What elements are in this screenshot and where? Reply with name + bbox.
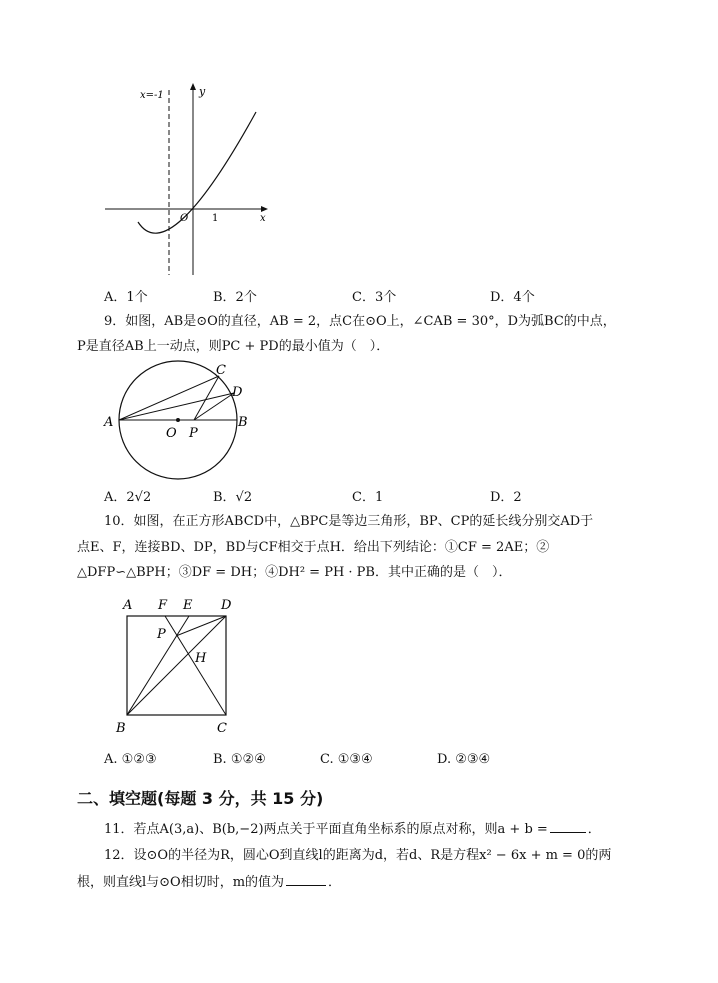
q12-answer-blank[interactable] (286, 871, 326, 886)
q9-options (0, 486, 718, 506)
label-b: B (238, 415, 248, 430)
x-axis-arrow (261, 206, 268, 212)
circle-figure (98, 358, 258, 482)
label-p: P (189, 426, 198, 441)
q11-answer-blank[interactable] (550, 818, 586, 833)
q12-end: ． (328, 875, 342, 890)
q9-option-b[interactable]: B．√2 (213, 490, 253, 505)
q10-option-c[interactable]: C. ①③④ (320, 752, 373, 767)
segment-pd (194, 393, 234, 420)
q10-option-a[interactable]: A. ①②③ (104, 752, 157, 767)
q10-option-d[interactable]: D. ②③④ (437, 752, 491, 767)
label-o: O (166, 426, 177, 441)
q8-option-b[interactable]: B．2个 (213, 290, 257, 305)
q9-option-c[interactable]: C．1 (352, 490, 384, 505)
label-h: H (195, 651, 207, 666)
q8-option-a[interactable]: A．1个 (104, 290, 148, 305)
q8-options (0, 286, 718, 306)
label-f: F (158, 598, 168, 613)
q12-text: 根，则直线l与⊙O相切时，m的值为 (77, 875, 285, 890)
label-d: D (221, 598, 232, 613)
q10-line-3: △DFP∽△BPH；③DF = DH；④DH² = PH · PB．其中正确的是（ ）． (77, 565, 512, 580)
label-one: 1 (212, 213, 219, 224)
q9-option-a[interactable]: A．2√2 (104, 490, 152, 505)
label-a: A (123, 598, 133, 613)
parabola-curve (138, 112, 256, 233)
y-axis-arrow (190, 83, 196, 90)
q12-line-2 (77, 871, 341, 893)
label-c: C (216, 363, 226, 378)
q8-option-c[interactable]: C．3个 (352, 290, 397, 305)
label-d: D (232, 385, 243, 400)
label-x: x (260, 213, 266, 224)
q10-option-b[interactable]: B. ①②④ (213, 752, 266, 767)
q9-line-1: 9．如图，AB是⊙O的直径，AB = 2，点C在⊙O上，∠CAB = 30°，D为弧BC的中点， (104, 314, 616, 329)
square-figure (110, 592, 245, 738)
segment-pc (194, 376, 219, 420)
label-e: E (183, 598, 193, 613)
section-title-fill-in: 二、填空题(每题 3 分，共 15 分) (77, 789, 324, 808)
label-p: P (157, 627, 166, 642)
line-pd (176, 616, 226, 636)
q12-line-1: 12．设⊙O的半径为R，圆心O到直线l的距离为d，若d、R是方程x² − 6x + m = 0的两 (104, 848, 612, 863)
chord-ad (119, 393, 234, 420)
parabola-figure (100, 80, 280, 280)
label-x-eq: x=-1 (140, 90, 164, 101)
label-origin: O (180, 213, 189, 224)
line-bd (127, 616, 226, 715)
q11-line (104, 818, 601, 840)
label-y: y (199, 85, 206, 98)
label-b: B (116, 721, 126, 736)
q11-text: 11．若点A(3,a)、B(b,−2)两点关于平面直角坐标系的原点对称，则a + b = (104, 822, 548, 837)
label-a: A (104, 415, 114, 430)
label-c: C (217, 721, 227, 736)
q10-options (0, 752, 718, 772)
q9-line-2: P是直径AB上一动点，则PC + PD的最小值为（ ）． (77, 339, 390, 354)
center-dot (176, 418, 180, 422)
q10-line-1: 10．如图，在正方形ABCD中，△BPC是等边三角形，BP、CP的延长线分别交AD于 (104, 514, 594, 529)
q8-option-d[interactable]: D．4个 (490, 290, 535, 305)
q10-line-2: 点E、F，连接BD、DP，BD与CF相交于点H．给出下列结论：①CF = 2AE；② (77, 540, 550, 555)
q11-end: ． (587, 822, 601, 837)
q9-option-d[interactable]: D．2 (490, 490, 522, 505)
